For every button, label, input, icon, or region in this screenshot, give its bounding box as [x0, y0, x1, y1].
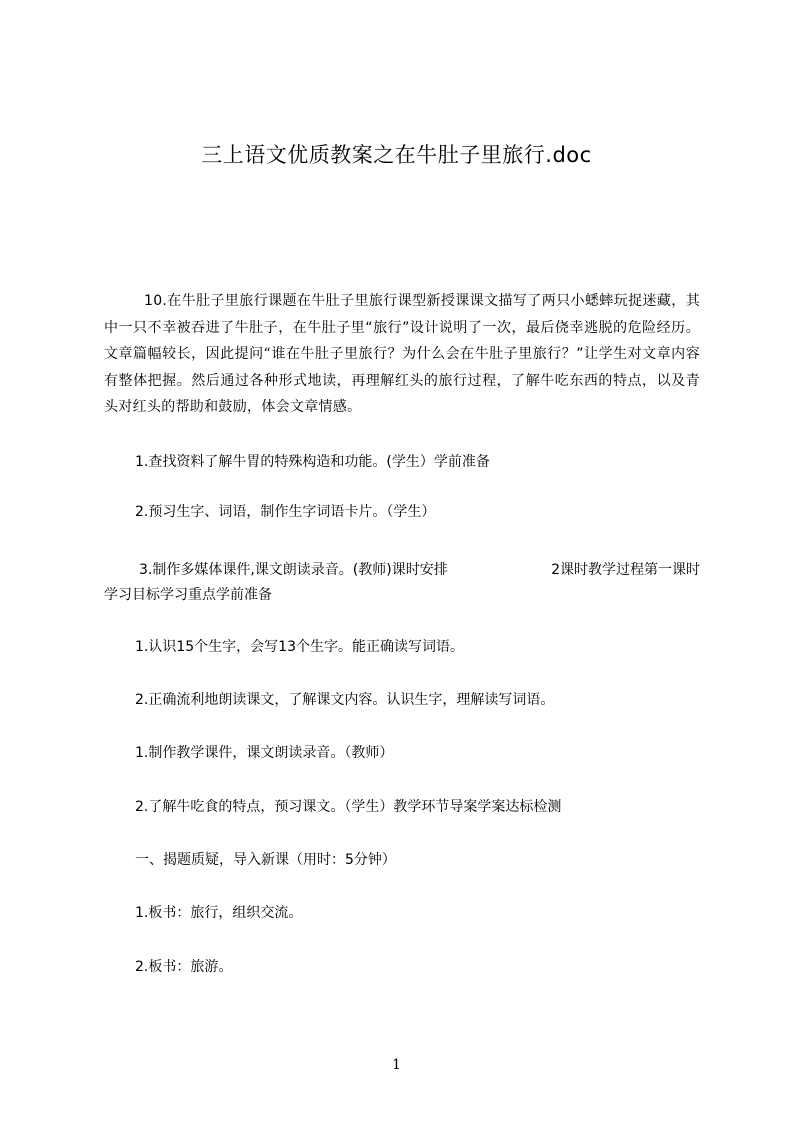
page-number: 1 — [392, 1057, 401, 1073]
section-heading: 一、揭题质疑，导入新课（用时：5分钟） — [135, 852, 396, 868]
document-title: 三上语文优质教案之在牛肚子里旅行.doc — [201, 143, 592, 167]
prep-item-3-row — [104, 558, 700, 583]
prep-student-item: 2.了解牛吃食的特点，预习课文。（学生）教学环节导案学案达标检测 — [135, 799, 562, 815]
goal-item-1: 1.认识15个生字，会写13个生字。能正确读写词语。 — [135, 639, 464, 655]
lesson-schedule: 2课时教学过程第一课时 — [551, 562, 700, 578]
intro-paragraph: 10.在牛肚子里旅行课题在牛肚子里旅行课型新授课课文描写了两只小蟋蟀玩捉迷藏，其中一只不幸被吞进了牛肚子，在牛肚子里“旅行”设计说明了一次，最后侥幸逃脱的危险经历。文章篇幅较长，因此提问“谁在牛肚子里旅行？为什么会在牛肚子里旅行？”让学生对文章内容有整体把握。然后通过各种形式地读，再理解红头的旅行过程，了解牛吃东西的特点，以及青头对红头的帮助和鼓励，体会文章情感。 — [104, 293, 700, 415]
prep-item-2: 2.预习生字、词语，制作生字词语卡片。（学生） — [135, 504, 436, 520]
prep-teacher-item: 1.制作教学课件，课文朗读录音。（教师） — [135, 745, 394, 761]
prep-item-3 — [104, 558, 700, 608]
table-heading-line: 学习目标学习重点学前准备 — [104, 587, 272, 603]
prep-item-1: 1.查找资料了解牛胃的特殊构造和功能。(学生）学前准备 — [135, 454, 490, 470]
step-item-1: 1.板书：旅行，组织交流。 — [135, 905, 303, 921]
goal-item-2: 2.正确流利地朗读课文，了解课文内容。认识生字，理解读写词语。 — [135, 692, 555, 708]
step-item-2: 2.板书：旅游。 — [135, 959, 233, 975]
prep-item-3-text: 3.制作多媒体课件,课文朗读录音。(教师)课时安排 — [139, 562, 448, 578]
